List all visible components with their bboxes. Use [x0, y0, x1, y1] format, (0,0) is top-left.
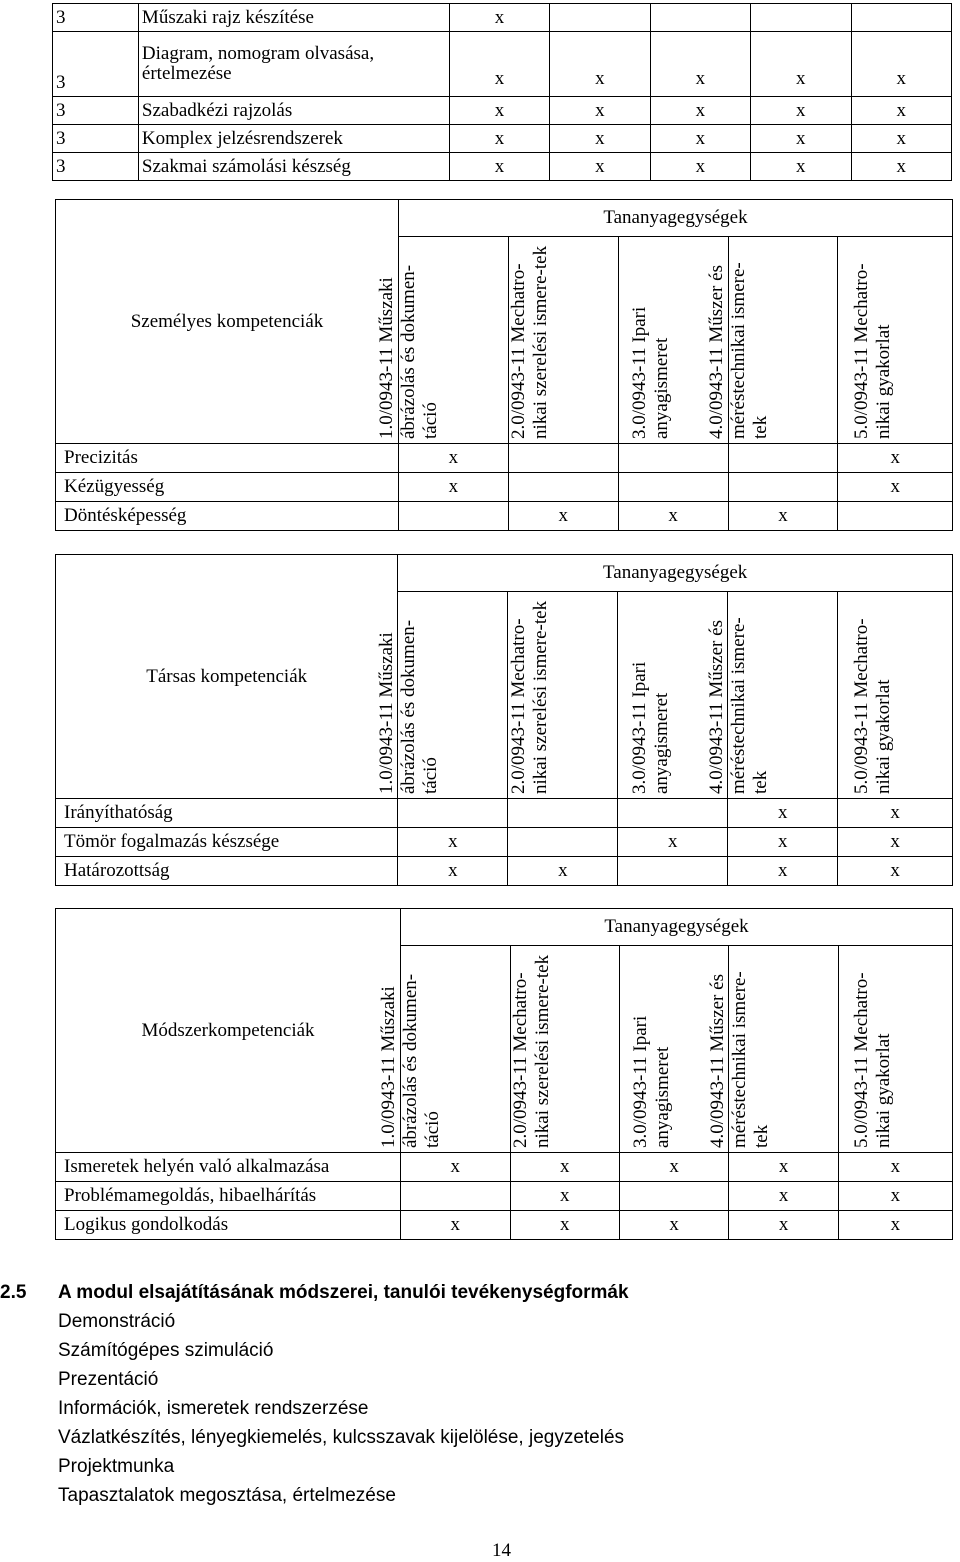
mark-cell: x	[728, 828, 838, 857]
mark-cell: x	[510, 1182, 619, 1211]
unit-label: 3.0/0943-11 Ipari anyagismeret	[630, 1015, 674, 1148]
mark-cell: x	[851, 125, 951, 153]
unit-label: 3.0/0943-11 Ipari anyagismeret	[628, 661, 672, 794]
personal-competence-table	[55, 199, 953, 531]
row-number: 3	[53, 4, 139, 32]
mark-cell: x	[550, 153, 650, 181]
mark-cell: x	[449, 97, 549, 125]
mark-cell	[618, 473, 728, 502]
row-label: Problémamegoldás, hibaelhárítás	[56, 1182, 401, 1211]
unit-label: 3.0/0943-11 Ipari anyagismeret	[629, 306, 673, 439]
mark-cell: x	[650, 125, 750, 153]
row-label: Diagram, nomogram olvasása, értelmezése	[138, 32, 449, 97]
mark-cell: x	[729, 1211, 838, 1240]
unit-label: 5.0/0943-11 Mechatro-nikai gyakorlat	[851, 263, 895, 439]
mark-cell: x	[729, 1182, 838, 1211]
table-row	[56, 1211, 953, 1240]
row-number: 3	[53, 32, 139, 97]
mark-cell: x	[449, 32, 549, 97]
mark-cell: x	[751, 97, 851, 125]
units-header: Tananyagegységek	[398, 200, 952, 237]
methods-list	[58, 1307, 938, 1510]
methods-section	[0, 1278, 938, 1510]
mark-cell	[508, 799, 618, 828]
row-label: Precizitás	[56, 444, 399, 473]
mark-cell: x	[449, 4, 549, 32]
mark-cell	[751, 4, 851, 32]
unit-header-cell	[508, 592, 618, 799]
unit-header-cell	[375, 592, 508, 799]
mark-cell	[401, 1182, 510, 1211]
header-row	[56, 555, 953, 592]
mark-cell: x	[398, 857, 508, 886]
section-number: 2.5	[0, 1282, 27, 1303]
mark-cell: x	[838, 1182, 952, 1211]
table-row	[56, 473, 953, 502]
table-row	[53, 125, 952, 153]
unit-header-cell	[838, 592, 953, 799]
social-competence-table	[55, 554, 953, 886]
mark-cell	[398, 502, 508, 531]
mark-cell	[398, 799, 508, 828]
section-heading	[0, 1278, 938, 1307]
row-label: Szakmai számolási készség	[138, 153, 449, 181]
mark-cell: x	[728, 799, 838, 828]
mark-cell: x	[618, 502, 728, 531]
row-label: Komplex jelzésrendszerek	[138, 125, 449, 153]
method-competence-table	[55, 908, 953, 1240]
method-item: Vázlatkészítés, lényegkiemelés, kulcsszavak kijelölése, jegyzetelés	[58, 1427, 625, 1448]
table-row	[53, 32, 952, 97]
mark-cell: x	[449, 125, 549, 153]
mark-cell	[550, 4, 650, 32]
row-number: 3	[53, 153, 139, 181]
unit-label: 1.0/0943-11 Műszaki ábrázolás és dokumen-táció	[378, 973, 444, 1148]
mark-cell: x	[838, 799, 953, 828]
table-row	[56, 444, 953, 473]
method-item: Prezentáció	[58, 1369, 159, 1390]
mark-cell: x	[508, 502, 618, 531]
mark-cell	[851, 4, 951, 32]
table-row	[56, 799, 953, 828]
section-title: A modul elsajátításának módszerei, tanulói tevékenységformák	[58, 1282, 629, 1303]
competence-title: Társas kompetenciák	[56, 555, 398, 799]
mark-cell: x	[838, 444, 953, 473]
unit-header-cell	[378, 946, 510, 1153]
row-label: Ismeretek helyén való alkalmazása	[56, 1153, 401, 1182]
mark-cell: x	[838, 857, 953, 886]
mark-cell	[508, 473, 618, 502]
method-item: Projektmunka	[58, 1456, 175, 1477]
mark-cell	[618, 857, 728, 886]
mark-cell: x	[729, 1153, 838, 1182]
mark-cell	[618, 444, 728, 473]
mark-cell: x	[751, 125, 851, 153]
mark-cell: x	[618, 828, 728, 857]
unit-label: 4.0/0943-11 Műszer és méréstechnikai ismere-tek	[705, 262, 771, 439]
unit-label: 1.0/0943-11 Műszaki ábrázolás és dokumen-táció	[375, 619, 441, 794]
mark-cell: x	[398, 828, 508, 857]
table-row	[53, 153, 952, 181]
mark-cell: x	[510, 1153, 619, 1182]
mark-cell: x	[401, 1153, 510, 1182]
mark-cell: x	[510, 1211, 619, 1240]
mark-cell	[728, 444, 838, 473]
mark-cell: x	[619, 1153, 728, 1182]
unit-label: 2.0/0943-11 Mechatro-nikai szerelési ismere-tek	[509, 954, 553, 1148]
mark-cell: x	[851, 97, 951, 125]
unit-header-cell	[838, 946, 952, 1153]
unit-header-cell	[508, 237, 618, 444]
mark-cell	[508, 444, 618, 473]
table-row	[56, 1153, 953, 1182]
page-number: 14	[492, 1540, 511, 1561]
mark-cell	[508, 828, 618, 857]
mark-cell: x	[401, 1211, 510, 1240]
method-item: Információk, ismeretek rendszerzése	[58, 1398, 369, 1419]
unit-label: 4.0/0943-11 Műszer és méréstechnikai ismere-tek	[706, 971, 772, 1148]
unit-header-cell	[838, 237, 953, 444]
row-label: Döntésképesség	[56, 502, 399, 531]
table-row	[56, 502, 953, 531]
mark-cell: x	[449, 153, 549, 181]
units-header: Tananyagegységek	[401, 909, 953, 946]
unit-label: 1.0/0943-11 Műszaki ábrázolás és dokumen-táció	[376, 264, 442, 439]
unit-label: 4.0/0943-11 Műszer és méréstechnikai ismere-tek	[705, 617, 771, 794]
mark-cell: x	[398, 444, 508, 473]
method-item: Tapasztalatok megosztása, értelmezése	[58, 1485, 396, 1506]
row-label: Szabadkézi rajzolás	[138, 97, 449, 125]
mark-cell: x	[838, 473, 953, 502]
mark-cell: x	[838, 1211, 952, 1240]
table-row	[56, 828, 953, 857]
unit-label: 2.0/0943-11 Mechatro-nikai szerelési ismere-tek	[507, 600, 551, 794]
competence-title: Módszerkompetenciák	[56, 909, 401, 1153]
competence-title: Személyes kompetenciák	[56, 200, 399, 444]
mark-cell: x	[650, 97, 750, 125]
units-header: Tananyagegységek	[398, 555, 953, 592]
unit-header-cell	[510, 946, 619, 1153]
mark-cell: x	[851, 32, 951, 97]
row-label: Irányíthatóság	[56, 799, 398, 828]
mark-cell	[618, 799, 728, 828]
header-row	[56, 200, 953, 237]
row-number: 3	[53, 125, 139, 153]
table-row	[56, 857, 953, 886]
mark-cell: x	[550, 97, 650, 125]
mark-cell: x	[728, 502, 838, 531]
mark-cell	[728, 473, 838, 502]
mark-cell: x	[619, 1211, 728, 1240]
unit-label: 5.0/0943-11 Mechatro-nikai gyakorlat	[851, 972, 895, 1148]
mark-cell: x	[398, 473, 508, 502]
row-label: Logikus gondolkodás	[56, 1211, 401, 1240]
table-row	[53, 97, 952, 125]
row-label: Műszaki rajz készítése	[138, 4, 449, 32]
mark-cell	[838, 502, 953, 531]
unit-header-cell	[706, 946, 838, 1153]
row-label: Határozottság	[56, 857, 398, 886]
mark-cell	[650, 4, 750, 32]
mark-cell: x	[550, 32, 650, 97]
row-number: 3	[53, 97, 139, 125]
mark-cell: x	[550, 125, 650, 153]
mark-cell: x	[650, 32, 750, 97]
header-row	[56, 909, 953, 946]
row-label: Tömör fogalmazás készsége	[56, 828, 398, 857]
method-item: Számítógépes szimuláció	[58, 1340, 274, 1361]
mark-cell: x	[838, 828, 953, 857]
row-label: Kézügyesség	[56, 473, 399, 502]
table-row	[56, 1182, 953, 1211]
mark-cell: x	[851, 153, 951, 181]
mark-cell: x	[751, 153, 851, 181]
mark-cell: x	[728, 857, 838, 886]
method-item: Demonstráció	[58, 1311, 176, 1332]
unit-label: 2.0/0943-11 Mechatro-nikai szerelési ismere-tek	[508, 245, 552, 439]
table-row	[53, 4, 952, 32]
skills-table	[52, 3, 952, 181]
mark-cell: x	[751, 32, 851, 97]
mark-cell: x	[650, 153, 750, 181]
unit-header-cell	[376, 237, 508, 444]
unit-label: 5.0/0943-11 Mechatro-nikai gyakorlat	[851, 618, 895, 794]
unit-header-cell	[705, 237, 838, 444]
mark-cell: x	[508, 857, 618, 886]
mark-cell	[619, 1182, 728, 1211]
mark-cell: x	[838, 1153, 952, 1182]
unit-header-cell	[705, 592, 838, 799]
